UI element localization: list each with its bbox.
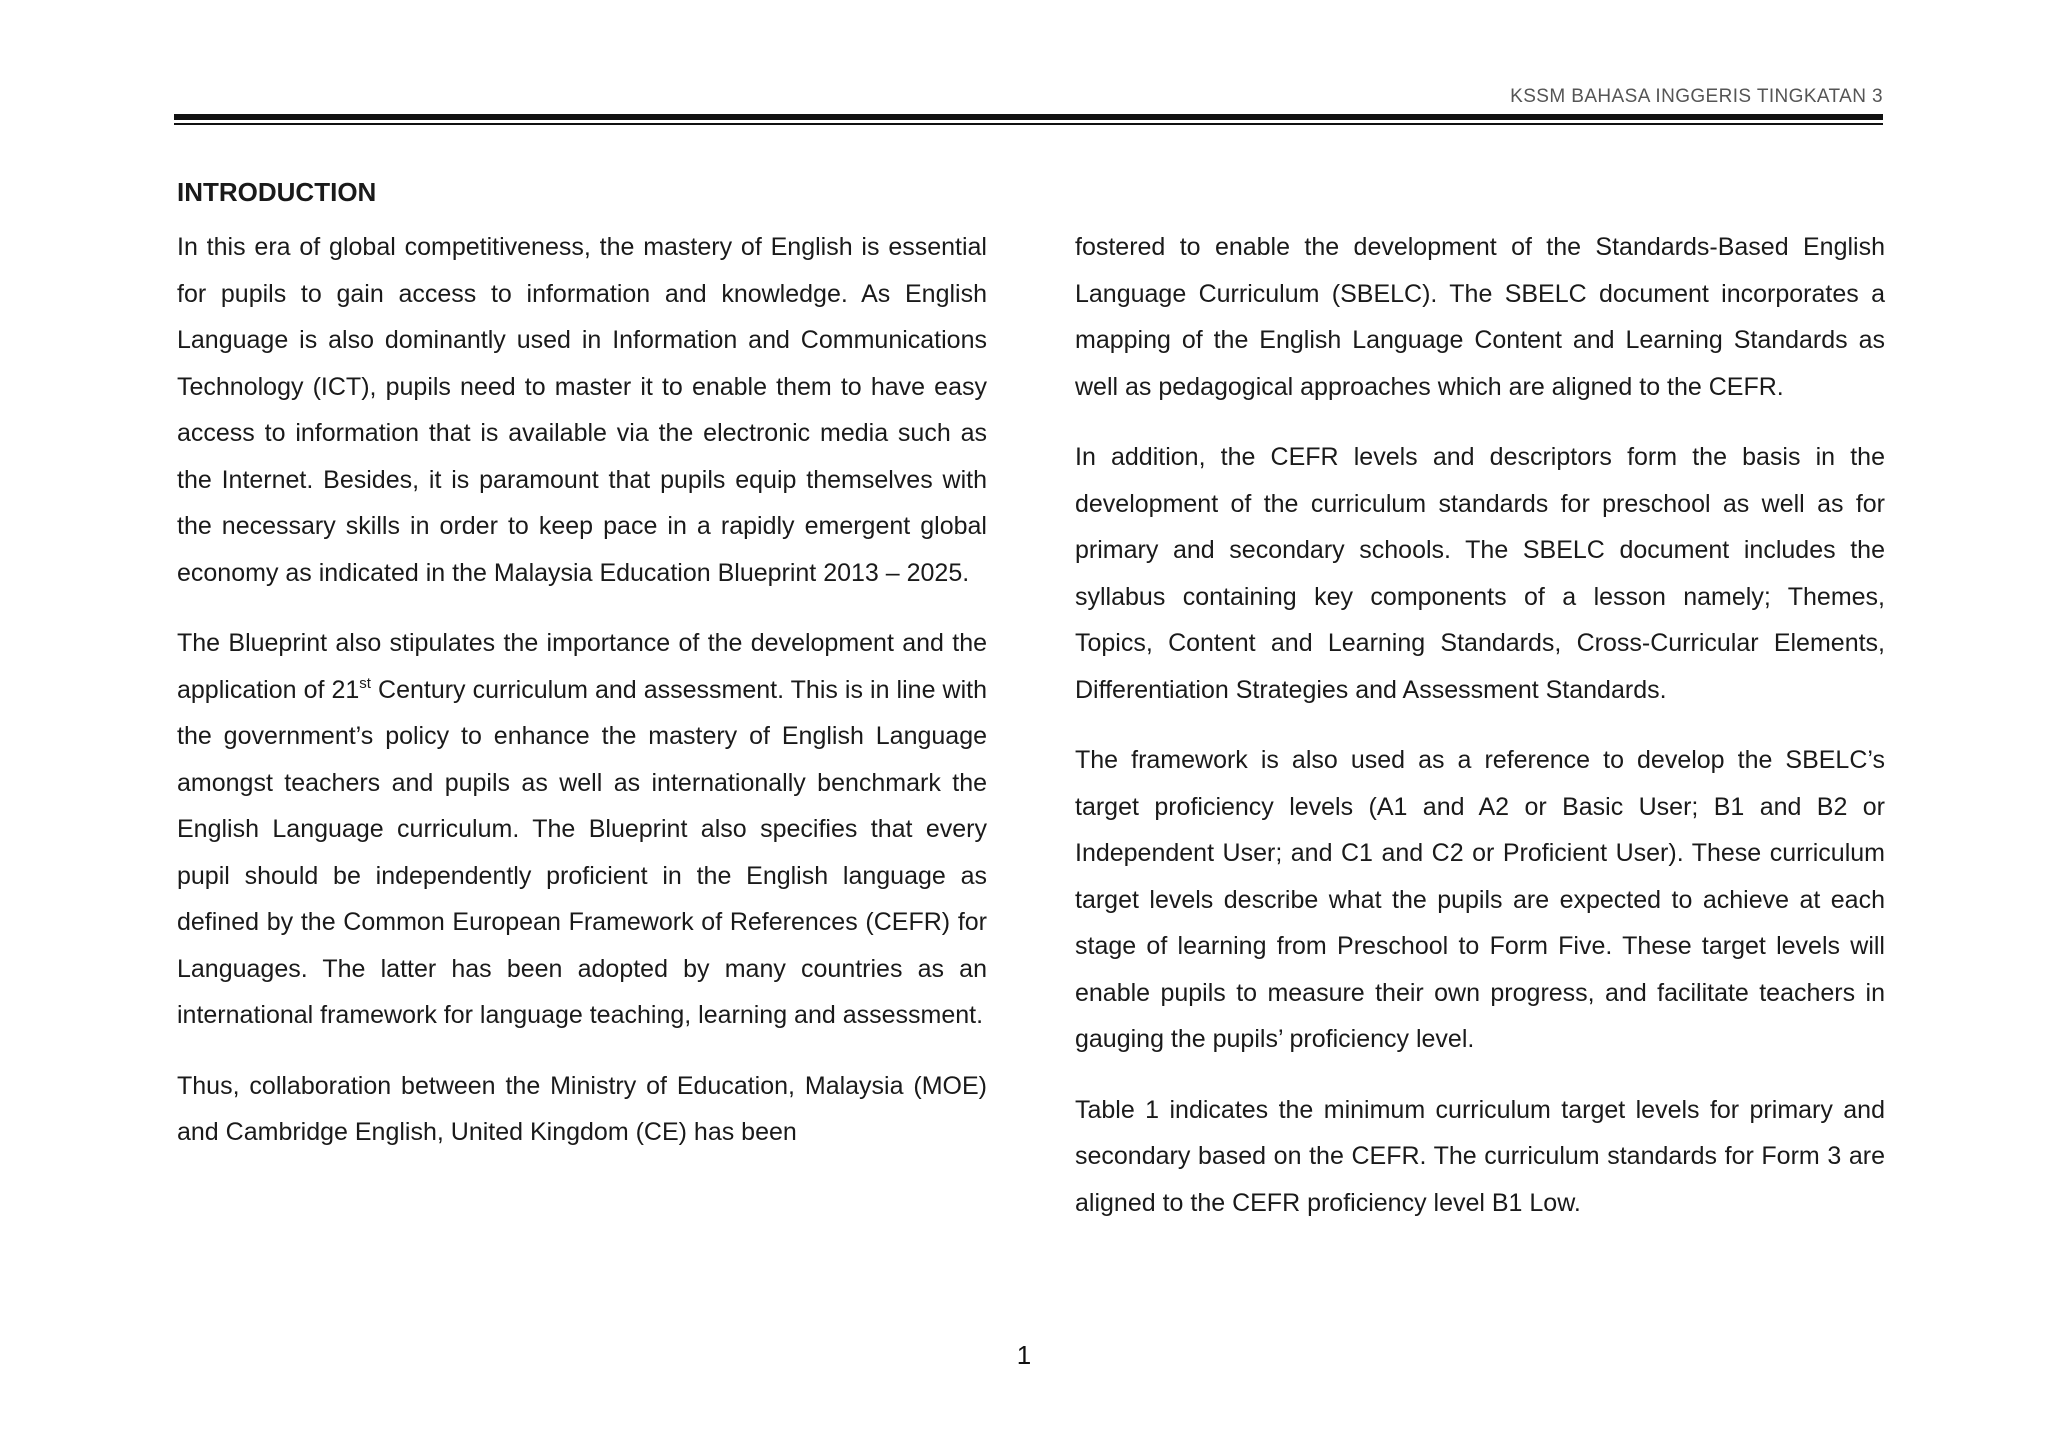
header-rule-thin (174, 123, 1883, 125)
left-column (177, 172, 987, 1180)
left-paragraph-2-part-1: The Blueprint also stipulates the importance of the development and the application of 21 (177, 629, 987, 704)
right-paragraph-4: Table 1 indicates the minimum curriculum target levels for primary and secondary based on the CEFR. The curriculum standards for Form 3 are aligned to the CEFR proficiency level B1 Low. (1075, 1095, 1885, 1217)
right-paragraph-1: fostered to enable the development of the Standards-Based English Language Curriculum (SBELC). The SBELC document incorporates a mapping of the English Language Content and Learning Standards as well as pedagogical approaches which are aligned to the CEFR. (1075, 233, 1885, 401)
left-paragraph-3: Thus, collaboration between the Ministry of Education, Malaysia (MOE) and Cambridge English, United Kingdom (CE) has been (177, 1071, 987, 1146)
right-column (1075, 224, 1885, 1250)
left-paragraph-1: In this era of global competitiveness, the mastery of English is essential for pupils to gain access to information and knowledge. As English Language is also dominantly used in Information and Communications Technology (ICT), pupils need to master it to enable them to have easy access to information that is available via the electronic media such as the Internet. Besides, it is paramount that pupils equip themselves with the necessary skills in order to keep pace in a rapidly emergent global economy as indicated in the Malaysia Education Blueprint 2013 – 2025. (177, 233, 987, 587)
section-title: INTRODUCTION (177, 177, 377, 207)
ordinal-superscript: st (359, 674, 371, 692)
left-paragraph-2 (177, 620, 987, 1039)
left-paragraph-2-part-2: Century curriculum and assessment. This is in line with the government’s policy to enhance the mastery of English Language amongst teachers and pupils as well as internationally benchmark the English Language curriculum. The Blueprint also specifies that every pupil should be independently proficient in the English language as defined by the Common European Framework of References (CEFR) for Languages. The latter has been adopted by many countries as an international framework for language teaching, learning and assessment. (177, 675, 987, 1029)
header-rule (174, 114, 1883, 120)
right-paragraph-3: The framework is also used as a reference to develop the SBELC’s target proficiency levels (A1 and A2 or Basic User; B1 and B2 or Independent User; and C1 and C2 or Proficient User). These curriculum target levels describe what the pupils are expected to achieve at each stage of learning from Preschool to Form Five. These target levels will enable pupils to measure their own progress, and facilitate teachers in gauging the pupils’ proficiency level. (1075, 746, 1885, 1053)
running-header: KSSM BAHASA INGGERIS TINGKATAN 3 (1510, 86, 1883, 107)
page-number: 1 (1016, 1340, 1032, 1370)
right-paragraph-2: In addition, the CEFR levels and descriptors form the basis in the development of the curriculum standards for preschool as well as for primary and secondary schools. The SBELC document includes the syllabus containing key components of a lesson namely; Themes, Topics, Content and Learning Standards, Cross-Curricular Elements, Differentiation Strategies and Assessment Standards. (1075, 443, 1885, 704)
